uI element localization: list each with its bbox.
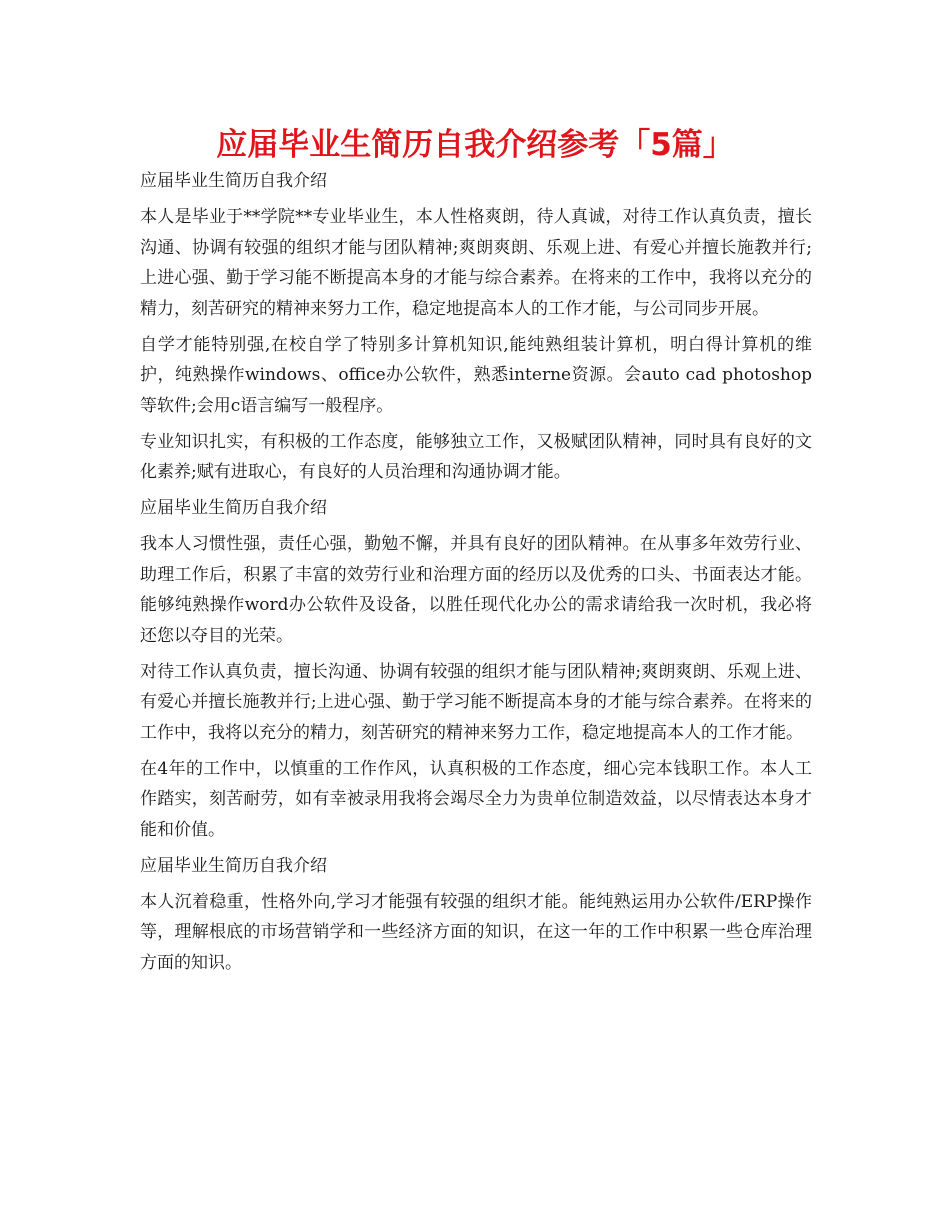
section-heading: 应届毕业生简历自我介绍 bbox=[140, 171, 327, 191]
body-paragraph: 本人是毕业于**学院**专业毕业生，本人性格爽朗，待人真诚，对待工作认真负责，擅长沟通、协调有较强的组织才能与团队精神;爽朗爽朗、乐观上进、有爱心并擅长施教并行;上进心强、勤于学习能不断提高本身的才能与综合素养。在将来的工作中，我将以充分的精力，刻苦研究的精神来努力工作，稳定地提高本人的工作才能，与公司同步开展。 bbox=[140, 207, 812, 319]
section-heading: 应届毕业生简历自我介绍 bbox=[140, 498, 327, 518]
body-paragraph: 在4年的工作中，以慎重的工作作风，认真积极的工作态度，细心完本钱职工作。本人工作踏实，刻苦耐劳，如有幸被录用我将会竭尽全力为贵单位制造效益，以尽情表达本身才能和价值。 bbox=[140, 758, 812, 840]
body-paragraph: 本人沉着稳重，性格外向,学习才能强有较强的组织才能。能纯熟运用办公软件/ERP操作等，理解根底的市场营销学和一些经济方面的知识，在这一年的工作中积累一些仓库治理方面的知识。 bbox=[140, 891, 812, 973]
body-paragraph: 对待工作认真负责，擅长沟通、协调有较强的组织才能与团队精神;爽朗爽朗、乐观上进、有爱心并擅长施教并行;上进心强、勤于学习能不断提高本身的才能与综合素养。在将来的工作中，我将以充分的精力，刻苦研究的精神来努力工作，稳定地提高本人的工作才能。 bbox=[140, 661, 812, 743]
body-paragraph: 专业知识扎实，有积极的工作态度，能够独立工作，又极赋团队精神，同时具有良好的文化素养;赋有进取心，有良好的人员治理和沟通协调才能。 bbox=[140, 431, 812, 482]
section-heading: 应届毕业生简历自我介绍 bbox=[140, 855, 327, 876]
document-body bbox=[140, 166, 812, 984]
body-paragraph: 自学才能特别强,在校自学了特别多计算机知识,能纯熟组装计算机，明白得计算机的维护，纯熟操作windows、office办公软件，熟悉interne资源。会auto cad photoshop等软件;会用c语言编写一般程序。 bbox=[140, 334, 812, 416]
body-paragraph: 我本人习惯性强，责任心强，勤勉不懈，并具有良好的团队精神。在从事多年效劳行业、助理工作后，积累了丰富的效劳行业和治理方面的经历以及优秀的口头、书面表达才能。能够纯熟操作word办公软件及设备，以胜任现代化办公的需求请给我一次时机，我必将还您以夺目的光荣。 bbox=[140, 534, 812, 646]
document-title: 应届毕业生简历自我介绍参考「5篇」 bbox=[216, 127, 734, 163]
